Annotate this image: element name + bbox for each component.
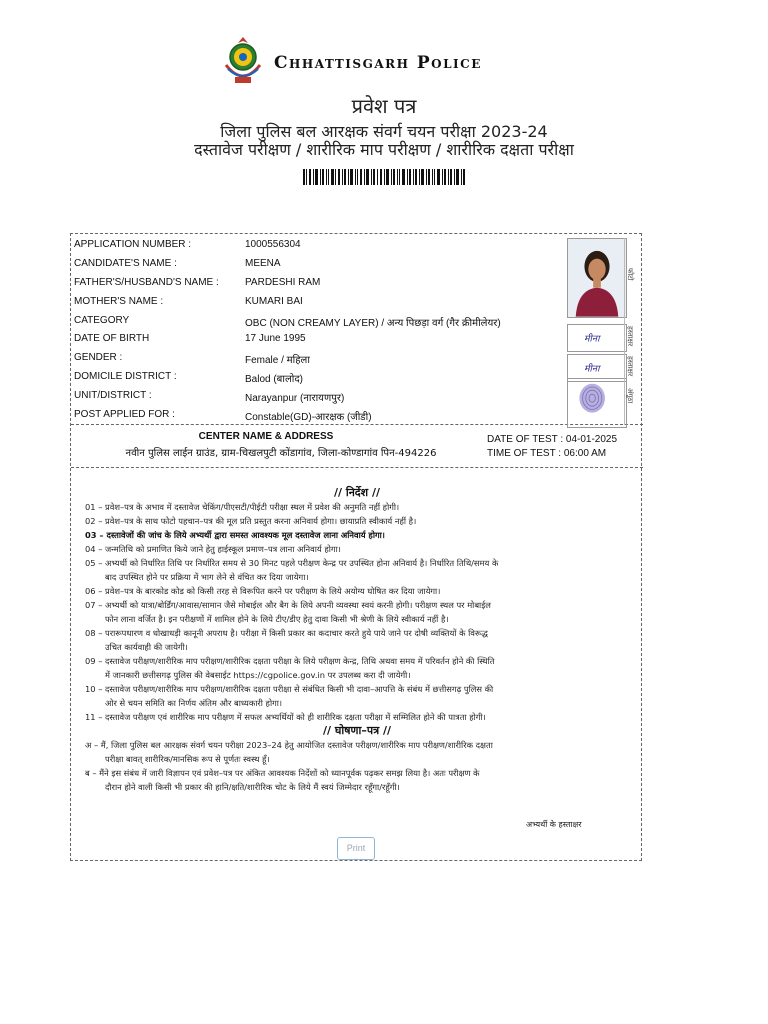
center-address: नवीन पुलिस लाईन ग्राउंड, ग्राम-चिखलपुटी कोंडागांव, जिला-कोण्डागांव पिन-494226 <box>125 448 437 459</box>
instruction-line: 05 – अभ्यर्थी को निर्धारित तिथि पर निर्धारित समय से 30 मिनट पहले परीक्षण केन्द्र पर उपस्थित होना अनिवार्य है। निर्धारित तिथि/समय के <box>85 558 499 568</box>
instruction-line: 08 – परारूपधारण व धोखाधड़ी कानूनी अपराध है। परीक्षा में किसी प्रकार का कदाचार करते हुये पाये जाने पर दोषी व्यक्तियों के विरूद्ध <box>85 628 488 638</box>
side-label-signature-2: हस्ताक्षर <box>626 356 634 377</box>
test-time: TIME OF TEST : 06:00 AM <box>487 448 607 459</box>
candidate-info <box>71 234 643 425</box>
instruction-line: 11 – दस्तावेज परीक्षण एवं शारीरिक माप परीक्षण में सफल अभ्यर्थियों को ही शारीरिक दक्षता परीक्षा में सम्मिलित होने की पात्रता होगी। <box>85 712 486 722</box>
field-label: DATE OF BIRTH <box>74 333 150 344</box>
field-label: UNIT/DISTRICT : <box>74 390 152 401</box>
field-value: Female / महिला <box>245 355 310 366</box>
instruction-line: 10 – दस्तावेज परीक्षण/शारीरिक माप परीक्षण/शारीरिक दक्षता परीक्षा से संबंधित किसी भी दावा–आपत्ति के संबंध में छत्तीसगढ़ पुलिस की <box>85 684 494 694</box>
instruction-line: 07 – अभ्यर्थी को यात्रा/बोर्डिंग/आवास/सामान जैसे मोबाईल और बैग के लिये अपनी व्यवस्था स्वयं करनी होगी। परीक्षण स्थल पर मोबाईल <box>85 600 491 610</box>
instruction-line: 09 – दस्तावेज परीक्षण/शारीरिक माप परीक्षण/शारीरिक दक्षता परीक्षा के लिये परीक्षण केन्द्र, तिथि अथवा समय में परिवर्तन होने की स्थिति <box>85 656 495 666</box>
signature-text: मीना <box>584 363 600 375</box>
field-value: PARDESHI RAM <box>245 277 321 288</box>
instruction-line: 03 – दस्तावेजों की जांच के लिये अभ्यर्थी द्वारा समस्त आवश्यक मूल दस्तावेज लाना अनिवार्य होगा। <box>85 530 385 540</box>
field-value: KUMARI BAI <box>245 296 303 307</box>
field-value: OBC (NON CREAMY LAYER) / अन्य पिछड़ा वर्ग (गैर क्रीमीलेयर) <box>245 318 501 329</box>
instructions-heading: // निर्देश // <box>333 486 380 499</box>
field-label: APPLICATION NUMBER : <box>74 239 192 250</box>
field-label: POST APPLIED FOR : <box>74 409 175 420</box>
declaration-line: ब – मैंने इस संबंध में जारी विज्ञापन एवं प्रवेश–पत्र पर अंकित आवश्यक निर्देशों को ध्यानपूर्वक पढ़कर समझ लिया है। अतः परीक्षण के <box>85 768 480 778</box>
signature-box-1 <box>567 324 627 352</box>
declaration-line: परीक्षा बावत् शारीरिक/मानसिक रूप से पूर्णतः स्वस्थ हूँ। <box>105 754 270 764</box>
barcode-icon <box>303 169 465 185</box>
field-value: MEENA <box>245 258 281 269</box>
field-label: CANDIDATE'S NAME : <box>74 258 177 269</box>
instruction-line: 01 – प्रवेश–पत्र के अभाव में दस्तावेज चेकिंग/पीएसटी/पीईटी परीक्षा स्थल में प्रवेश की अनुमति नहीं होगी। <box>85 502 400 512</box>
field-value: Narayanpur (नारायणपुर) <box>245 393 345 404</box>
field-label: GENDER : <box>74 352 123 363</box>
field-value: Constable(GD)-आरक्षक (जीडी) <box>245 412 372 423</box>
field-label: FATHER'S/HUSBAND'S NAME : <box>74 277 219 288</box>
brand-name: Chhattisgarh Police <box>274 53 482 73</box>
signature-text: मीना <box>584 333 600 345</box>
field-value: 17 June 1995 <box>245 333 306 344</box>
declaration-heading: // घोषणा–पत्र // <box>322 724 392 737</box>
center-details <box>71 425 643 468</box>
page-title: प्रवेश पत्र <box>351 94 417 118</box>
declaration-line: अ – मैं, जिला पुलिस बल आरक्षक संवर्ग चयन परीक्षा 2023–24 हेतु आयोजित दस्तावेज परीक्षण/शारीरिक माप परीक्षण/शारीरिक दक्षता <box>85 740 493 750</box>
candidate-signature-label: अभ्यर्थी के हस्ताक्षर <box>526 820 582 829</box>
exam-title: जिला पुलिस बल आरक्षक संवर्ग चयन परीक्षा 2023-24 <box>220 122 548 141</box>
instruction-line: उचित कार्यवाही की जायेगी। <box>105 642 188 652</box>
instruction-line: में जानकारी छत्तीसगढ़ पुलिस की वेबसाईट https://cgpolice.gov.in पर उपलब्ध करा दी जायेगी। <box>105 670 411 680</box>
candidate-photo <box>567 238 627 318</box>
field-label: MOTHER'S NAME : <box>74 296 164 307</box>
instruction-line: फोन लाना वर्जित है। इन परीक्षणों में शामिल होने के लिये टीए/डीए हेतु दावा किसी भी श्रेणी के लिये स्वीकार्य नहीं है। <box>105 614 449 624</box>
side-label-photo: फोटो <box>626 268 634 281</box>
field-label: DOMICILE DISTRICT : <box>74 371 177 382</box>
field-label: CATEGORY <box>74 315 130 326</box>
declaration-line: दौरान होने वाली किसी भी प्रकार की हानि/क्षति/शारीरिक चोट के लिये मैं स्वयं जिम्मेदार रहूँगा/रहूँगी। <box>105 782 400 792</box>
field-value: Balod (बालोद) <box>245 374 303 385</box>
police-emblem-icon <box>218 35 268 87</box>
photo-panel <box>567 238 627 418</box>
instruction-line: ओर से चयन समिति का निर्णय अंतिम और बाध्यकारी होगा। <box>105 698 283 708</box>
logo-row <box>218 35 578 87</box>
side-label-thumb: अंगूठा <box>626 388 634 404</box>
thumb-impression <box>567 378 627 428</box>
instruction-line: 02 – प्रवेश–पत्र के साथ फोटो पहचान–पत्र की मूल प्रति प्रस्तुत करना अनिवार्य होगा। छायाप्रति स्वीकार्य नहीं है। <box>85 516 417 526</box>
instruction-line: बाद उपस्थित होने पर प्रक्रिया में भाग लेने से वंचित कर दिया जायेगा। <box>105 572 309 582</box>
photo-side-labels <box>624 238 638 425</box>
exam-subtitle: दस्तावेज परीक्षण / शारीरिक माप परीक्षण / शारीरिक दक्षता परीक्षा <box>194 140 574 159</box>
admit-card <box>70 233 642 861</box>
print-button[interactable]: Print <box>337 837 375 860</box>
side-label-signature: हस्ताक्षर <box>626 326 634 347</box>
test-date: DATE OF TEST : 04-01-2025 <box>487 434 618 445</box>
field-value: 1000556304 <box>245 239 301 250</box>
instruction-line: 04 – जन्मतिथि को प्रमाणित किये जाने हेतु हाईस्कूल प्रमाण–पत्र लाना अनिवार्य होगा। <box>85 544 341 554</box>
instruction-line: 06 – प्रवेश–पत्र के बारकोड कोड को किसी तरह से विरूपित करने पर परीक्षण के लिये अयोग्य घोषित कर दिया जायेगा। <box>85 586 441 596</box>
center-title: CENTER NAME & ADDRESS <box>198 431 334 442</box>
